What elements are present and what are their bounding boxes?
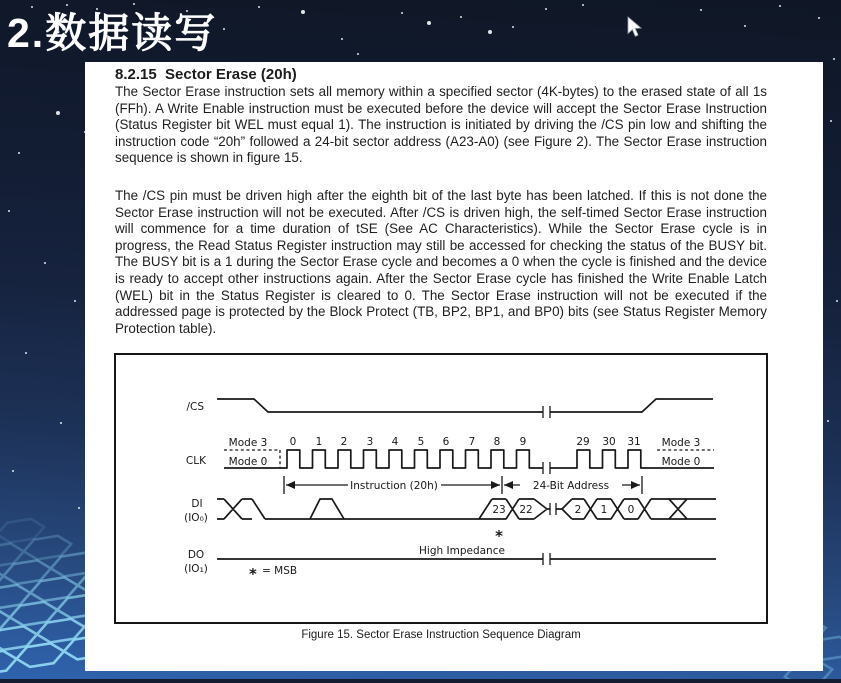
clk-mode0-right: Mode 0: [661, 456, 701, 468]
di-io0-label: (IO₀): [184, 512, 208, 524]
arrowhead-icon: [286, 481, 295, 489]
slide-title: 2.数据读写: [7, 10, 218, 56]
clk-mode3-right: Mode 3: [661, 437, 701, 449]
msb-note-star-icon: *: [249, 565, 257, 583]
instruction-span-label: Instruction (20h): [350, 480, 438, 492]
clk-mode0-left: Mode 0: [228, 456, 268, 468]
msb-note-label: = MSB: [262, 565, 298, 577]
clk-signal-label: CLK: [185, 455, 206, 467]
cs-waveform: [217, 399, 713, 412]
arrowhead-icon: [631, 481, 640, 489]
paragraph-2: The /CS pin must be driven high after the eighth bit of the last byte has been latched. If this is not done the Sector Erase instruction will not be executed. After /CS is driven high, the self-timed Sector Erase instruction will commence for a time duration of tSE (See AC Characteristics). While the Sector Erase cycle is in progress, the Read Status Register instruction may still be accessed for checking the status of the BUSY bit. The BUSY bit is a 1 during the Sector Erase cycle and becomes a 0 when the cycle is finished and the device is ready to accept other instructions again. After the Sector Erase cycle has finished the Write Enable Latch (WEL) bit in the Status Register is cleared to 0. The Sector Erase instruction will not be executed if the addressed page is protected by the Block Protect (TB, BP2, BP1, and BP0) bits (see Status Register Memory Protection table).: [115, 188, 767, 336]
figure-box: [114, 353, 768, 624]
clk-bit-number: 31: [627, 436, 641, 448]
clk-break-symbol: [543, 462, 550, 474]
cs-signal-label: /CS: [186, 401, 204, 413]
di-bit-value: 22: [519, 504, 533, 516]
clk-bit-number: 0: [289, 436, 297, 448]
di-bit-value: 23: [492, 504, 506, 516]
di-signal-label: DI: [191, 498, 203, 510]
high-impedance-label: High Impedance: [419, 545, 505, 557]
clk-bit-number: 29: [576, 436, 590, 448]
cs-break-symbol: [543, 406, 550, 418]
clk-bit-number: 8: [493, 436, 501, 448]
stars: [0, 0, 2, 2]
arrowhead-icon: [504, 481, 513, 489]
clk-bit-number: 5: [417, 436, 425, 448]
clk-bit-number: 7: [468, 436, 476, 448]
di-bit-value: 1: [600, 504, 608, 516]
mouse-cursor: [627, 16, 643, 38]
do-break-symbol: [543, 553, 550, 565]
clk-bit-number: 9: [519, 436, 527, 448]
clk-bit-number: 6: [442, 436, 450, 448]
arrowhead-icon: [491, 481, 500, 489]
msb-star-icon: *: [495, 527, 503, 545]
di-bit-value: 0: [627, 504, 635, 516]
clk-mode3-left: Mode 3: [228, 437, 268, 449]
di-break-symbol: [550, 503, 556, 515]
timing-diagram: [116, 355, 766, 622]
clk-bit-number: 2: [340, 436, 348, 448]
clk-bit-number: 4: [391, 436, 399, 448]
do-signal-label: DO: [187, 549, 205, 561]
clk-waveform: [224, 450, 714, 468]
clk-bit-number: 30: [602, 436, 616, 448]
section-heading: 8.2.15 Sector Erase (20h): [115, 66, 297, 83]
clk-bit-number: 1: [315, 436, 323, 448]
paragraph-1: The Sector Erase instruction sets all memory within a specified sector (4K-bytes) to the erased state of all 1s (FFh). A Write Enable instruction must be executed before the device will accept the Sector Erase Instruction (Status Register bit WEL must equal 1). The instruction is initiated by driving the /CS pin low and shifting the instruction code “20h” followed a 24-bit sector address (A23-A0) (see Figure 2). The Sector Erase instruction sequence is shown in figure 15.: [115, 84, 767, 166]
figure-caption: Figure 15. Sector Erase Instruction Sequence Diagram: [301, 629, 581, 641]
di-waveform: [217, 499, 716, 519]
do-io1-label: (IO₁): [184, 563, 208, 575]
di-bit-value: 2: [574, 504, 582, 516]
address-span-label: 24-Bit Address: [532, 480, 610, 492]
content-panel: [85, 62, 823, 671]
clk-bit-number: 3: [366, 436, 374, 448]
